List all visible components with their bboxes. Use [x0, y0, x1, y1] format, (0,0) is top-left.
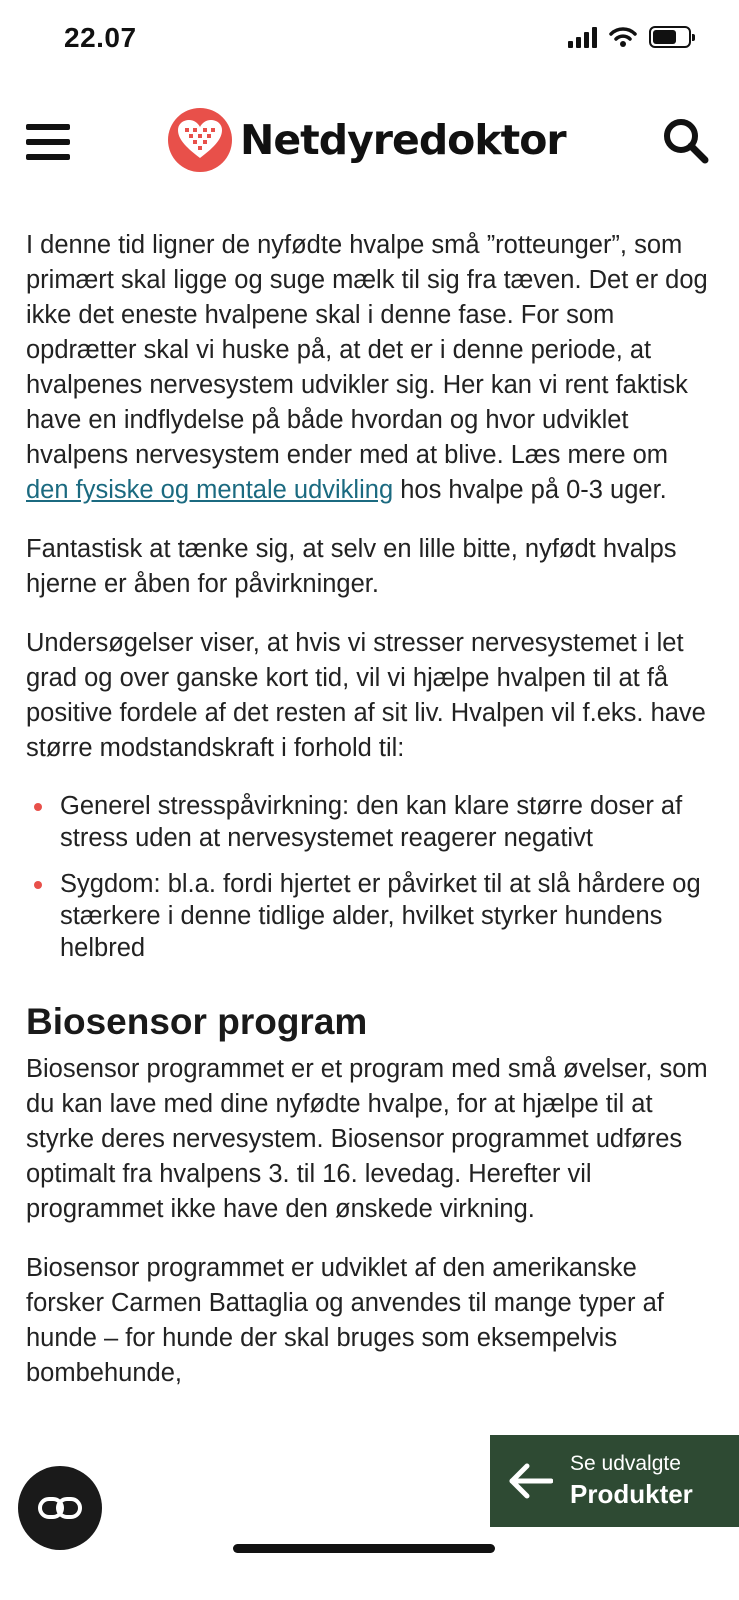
arrow-left-icon: [490, 1463, 570, 1499]
site-logo[interactable]: [168, 108, 566, 172]
list-item-text: Generel stresspåvirkning: den kan klare større doser af stress uden at nervesystemet reagerer negativt: [60, 792, 683, 852]
search-icon[interactable]: [661, 116, 709, 164]
paragraph-brain: Fantastisk at tænke sig, at selv en lille bitte, nyfødt hvalps hjerne er åben for påvirkninger.: [26, 535, 677, 598]
paragraph-intro: [26, 228, 716, 508]
list-item: [60, 790, 716, 854]
link-icon: [37, 1495, 83, 1521]
status-icons: [568, 26, 691, 48]
promo-text: [570, 1451, 693, 1511]
menu-icon[interactable]: [26, 124, 70, 160]
promo-title: Produkter: [570, 1479, 693, 1509]
paragraph-biosensor: Biosensor programmet er et program med små øvelser, som du kan lave med dine nyfødte hvalpe, for at hjælpe til at styrke deres nervesystem. Biosensor programmet udføres optimalt fra hvalpens 3. til 16. levedag. Herefter vil programmet ikke have den ønskede virkning.: [26, 1055, 708, 1223]
list-item-text: Sygdom: bl.a. fordi hjertet er påvirket til at slå hårdere og stærkere i denne tidlige alder, hvilket styrker hundens helbred: [60, 870, 701, 962]
chat-button[interactable]: [18, 1466, 102, 1550]
article-content: [26, 228, 716, 1415]
status-time: 22.07: [64, 22, 137, 53]
paragraph-biosensor-origin: Biosensor programmet er udviklet af den amerikanske forsker Carmen Battaglia og anvendes til mange typer af hunde – for hunde der skal bruges som eksempelvis bombehunde,: [26, 1254, 664, 1387]
benefits-list: [26, 790, 716, 964]
battery-icon: [649, 26, 691, 48]
site-header: [0, 96, 739, 186]
home-indicator[interactable]: [233, 1544, 495, 1553]
heart-logo-icon: [168, 108, 232, 172]
bullet-icon: [34, 881, 42, 889]
list-item: [60, 868, 716, 964]
wifi-icon: [609, 26, 637, 48]
logo-text: Netdyredoktor: [240, 116, 566, 164]
status-bar: [0, 0, 739, 80]
physical-mental-development-link[interactable]: den fysiske og mentale udvikling: [26, 476, 394, 504]
section-heading: Biosensor program: [26, 1001, 368, 1042]
bullet-icon: [34, 803, 42, 811]
paragraph-text: hos hvalpe på 0-3 uger.: [393, 476, 667, 504]
paragraph-text: I denne tid ligner de nyfødte hvalpe små ”rotteunger”, som primært skal ligge og suge mælk til sig fra tæven. Det er dog ikke det eneste hvalpene skal i denne fase. For som opdrætter skal vi huske på, at det er i denne periode, at hvalpenes nervesystem udvikler sig. Her kan vi rent faktisk have en indflydelse på både hvordan og hvor udviklet hvalpens nervesystem ender med at blive. Læs mere om: [26, 231, 708, 469]
featured-products-button[interactable]: [490, 1435, 739, 1527]
paragraph-research: Undersøgelser viser, at hvis vi stresser nervesystemet i let grad og over ganske kort tid, vil vi hjælpe hvalpen til at få positive fordele af det resten af sit liv. Hvalpen vil f.eks. have større modstandskraft i forhold til:: [26, 629, 706, 762]
promo-subtitle: Se udvalgte: [570, 1452, 681, 1475]
cellular-signal-icon: [568, 26, 597, 48]
